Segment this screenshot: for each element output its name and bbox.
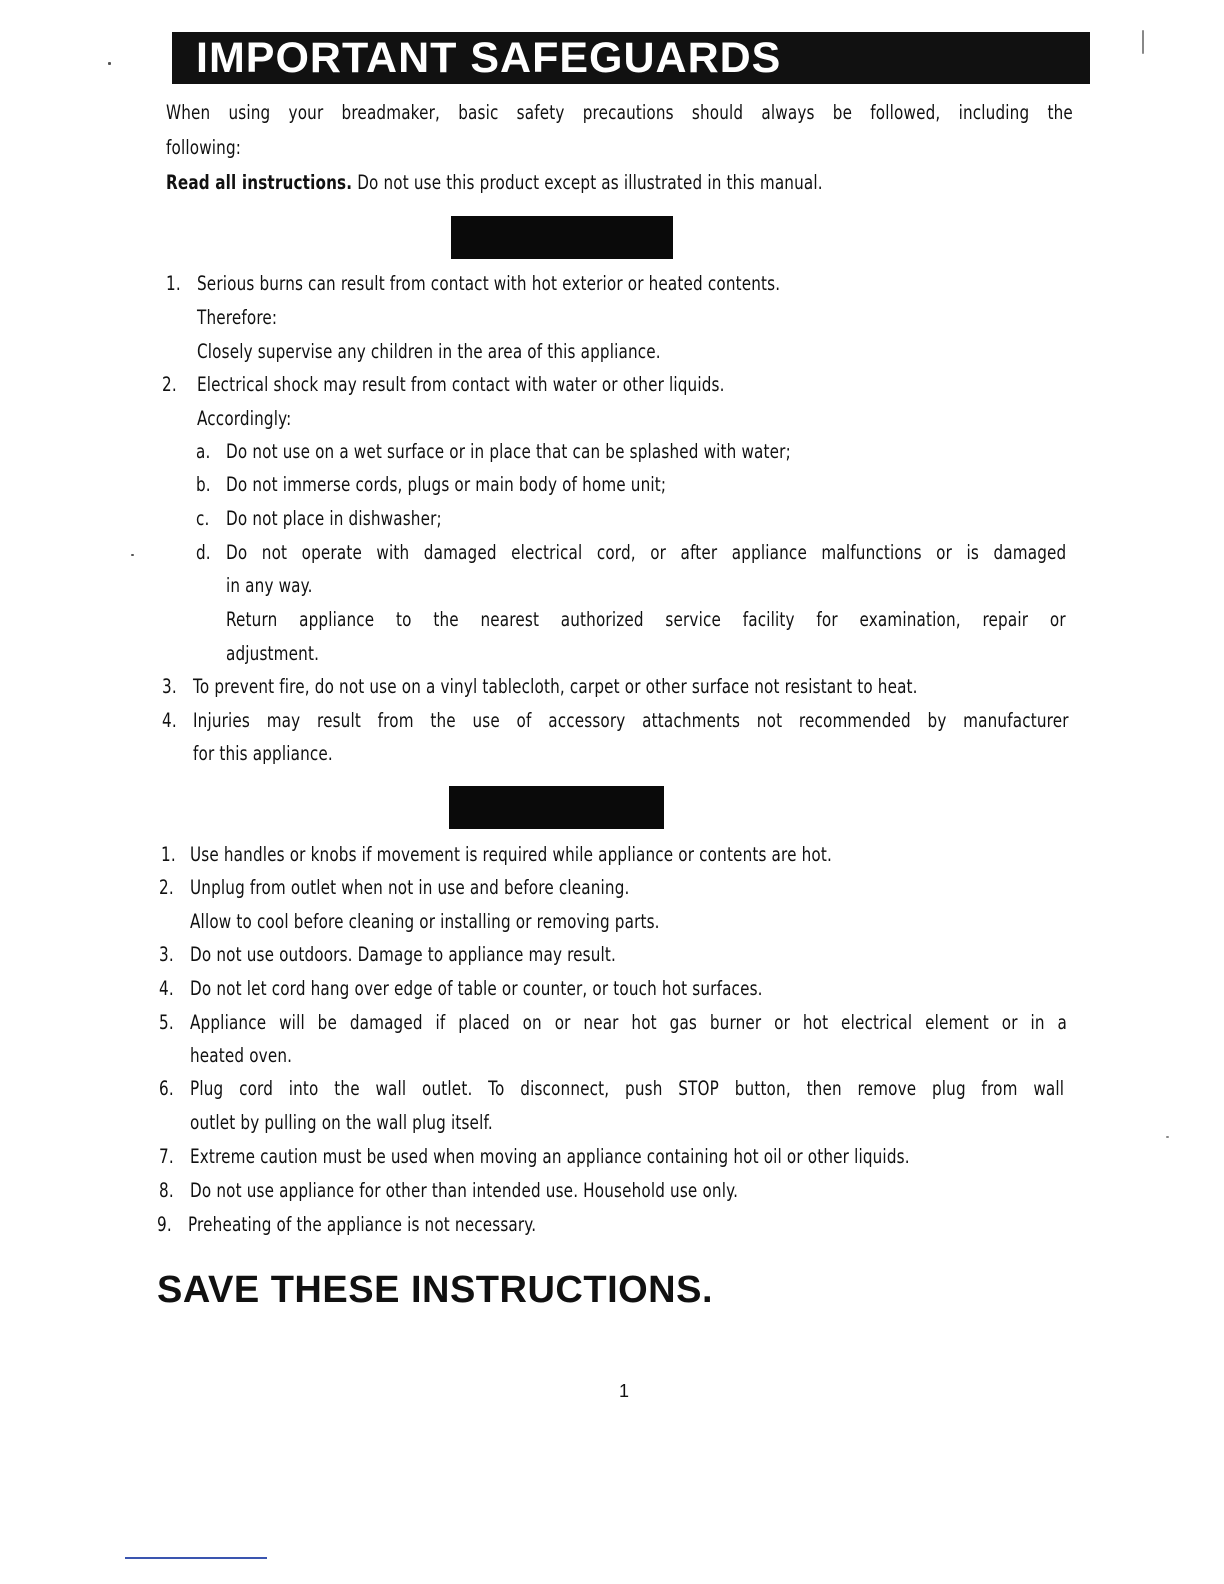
- read-instructions-bold: Read all instructions.: [166, 171, 353, 194]
- save-instructions-heading: SAVE THESE INSTRUCTIONS.: [157, 1269, 714, 1311]
- list-item-number: 3.: [162, 675, 177, 698]
- scan-edge-line: [125, 1557, 267, 1559]
- list-item-text: Closely supervise any children in the area of this appliance.: [197, 340, 661, 363]
- list-item-number: 4.: [162, 709, 177, 732]
- list-item-text: Allow to cool before cleaning or installing or removing parts.: [190, 910, 660, 933]
- scan-mark: [1142, 30, 1144, 54]
- list-item-text: To prevent fire, do not use on a vinyl tablecloth, carpet or other surface not resistant to heat.: [193, 675, 918, 698]
- redacted-heading-2: [449, 786, 664, 829]
- sub-item-text: adjustment.: [226, 642, 320, 665]
- list-item-number: 2.: [159, 876, 174, 899]
- list-item-number: 1.: [161, 843, 176, 866]
- list-item-number: 7.: [159, 1145, 174, 1168]
- list-item-number: 4.: [159, 977, 174, 1000]
- title-banner: [172, 32, 1090, 84]
- page-number: 1: [619, 1381, 630, 1401]
- scan-speck: [1166, 1136, 1169, 1138]
- page-title: IMPORTANT SAFEGUARDS: [196, 34, 782, 82]
- sub-item-letter: a.: [196, 440, 211, 463]
- list-item-number: 3.: [159, 943, 174, 966]
- list-item-text: Do not use outdoors. Damage to appliance may result.: [190, 943, 617, 966]
- sub-item-letter: d.: [196, 541, 211, 564]
- sub-item-text: Return appliance to the nearest authorized service facility for examination, repair or: [226, 608, 1066, 631]
- sub-item-text: in any way.: [226, 574, 313, 597]
- list-item-text: Use handles or knobs if movement is required while appliance or contents are hot.: [190, 843, 832, 866]
- list-item-number: 2.: [162, 373, 177, 396]
- intro-line-1: When using your breadmaker, basic safety precautions should always be followed, including the: [166, 101, 1073, 124]
- list-item-number: 9.: [157, 1213, 172, 1236]
- list-item-number: 8.: [159, 1179, 174, 1202]
- list-item-text: Appliance will be damaged if placed on or near hot gas burner or hot electrical element or in a: [190, 1011, 1067, 1034]
- list-item-text: Unplug from outlet when not in use and before cleaning.: [190, 876, 630, 899]
- sub-item-text: Do not operate with damaged electrical cord, or after appliance malfunctions or is damaged: [226, 541, 1067, 564]
- sub-item-text: Do not immerse cords, plugs or main body of home unit;: [226, 473, 667, 496]
- list-item-text: Accordingly:: [197, 407, 292, 430]
- list-item-text: for this appliance.: [193, 742, 333, 765]
- list-item-number: 1.: [166, 272, 181, 295]
- list-item-text: Electrical shock may result from contact with water or other liquids.: [197, 373, 725, 396]
- list-item-text: Plug cord into the wall outlet. To disconnect, push STOP button, then remove plug from wall: [190, 1077, 1065, 1100]
- read-instructions-rest: Do not use this product except as illustrated in this manual.: [352, 171, 823, 194]
- list-item-text: Extreme caution must be used when moving an appliance containing hot oil or other liquids.: [190, 1145, 910, 1168]
- read-instructions-line: [166, 170, 823, 196]
- list-item-text: Do not let cord hang over edge of table or counter, or touch hot surfaces.: [190, 977, 763, 1000]
- list-item-text: Injuries may result from the use of accessory attachments not recommended by manufacturer: [193, 709, 1069, 732]
- scan-speck: [131, 554, 134, 556]
- list-item-text: Serious burns can result from contact with hot exterior or heated contents.: [197, 272, 781, 295]
- sub-item-text: Do not use on a wet surface or in place that can be splashed with water;: [226, 440, 791, 463]
- list-item-number: 5.: [159, 1011, 174, 1034]
- sub-item-letter: b.: [196, 473, 211, 496]
- redacted-heading-1: [451, 216, 673, 259]
- list-item-text: heated oven.: [190, 1044, 293, 1067]
- list-item-text: outlet by pulling on the wall plug itself.: [190, 1111, 493, 1134]
- intro-line-2: following:: [166, 136, 242, 159]
- list-item-text: Do not use appliance for other than intended use. Household use only.: [190, 1179, 739, 1202]
- list-item-text: Preheating of the appliance is not necessary.: [188, 1213, 537, 1236]
- sub-item-letter: c.: [196, 507, 210, 530]
- list-item-number: 6.: [159, 1077, 174, 1100]
- scan-speck: [108, 62, 111, 65]
- sub-item-text: Do not place in dishwasher;: [226, 507, 442, 530]
- list-item-text: Therefore:: [197, 306, 278, 329]
